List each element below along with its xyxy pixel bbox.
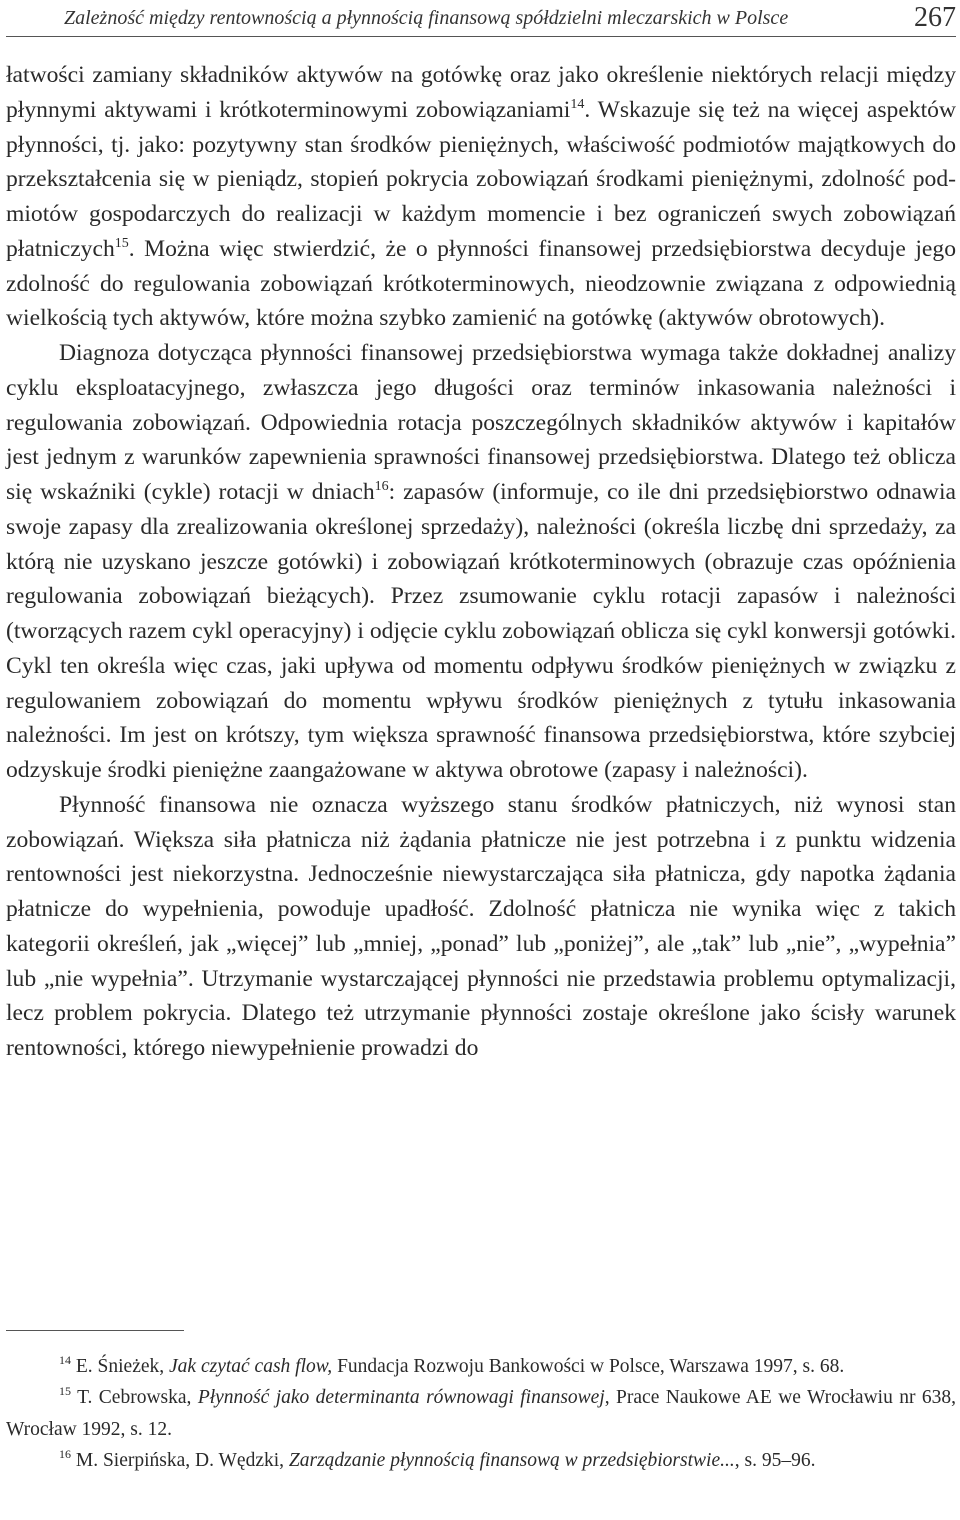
footnote-book-title: Zarządzanie płynnością finansową w przedsiębiorstwie...	[288, 1450, 735, 1472]
footnote-number: 14	[59, 1353, 71, 1367]
paragraph-text: : zapasów (informuje, co ile dni przedsiębiorstwo odnawia swoje zapasy dla zrealizowania określonej sprzedaży), należności (określa liczbę dni sprzedaży, za którą nie uzyskano jeszcze gotówki) i zobowiązań krótkoterminowych (obrazuje czas opóźnienia regulowania zobowiązań bieżących). Przez zsumowanie cyklu rotacji zapasów i należności (tworzących razem cykl operacyjny) i odjęcie cyklu zobowiązań oblicza się cykl konwersji gotówki. Cykl ten określa więc czas, jaki upływa od momentu odpływu środków pieniężnych w związku z regulowaniem zobowiązań do momentu wpływu środków pieniężnych z tytułu inkasowania należności. Im jest on krótszy, tym większa sprawność finansowa przedsiębiorstwa, które szybciej odzyskuje środki pieniężne zaangażowane w aktywa obrotowe (zapasy i należności).	[6, 479, 956, 783]
paragraph-text: Płynność finansowa nie oznacza wyższego stanu środków płatniczych, niż wynosi stan zobowiązań. Większa siła płatnicza niż żądania płatnicze nie jest potrzebna i z punktu widzenia rentowności jest niekorzystna. Jednocześnie niewystarczająca siła płatnicza, gdy napotka żądania płatnicze do wypełnienia, powoduje upadłość. Zdolność płatnicza nie wynika więc z takich kategorii określeń, jak „więcej” lub „mniej, „ponad” lub „poniżej”, ale „tak” lub „nie”, „wypełnia” lub „nie wypełnia”. Utrzymanie wystarczającej płynności nie przedstawia problemu optymalizacji, lecz problem pokrycia. Dlatego też utrzymanie płynności zostaje określone jako ścisły warunek rentowności, którego niewypełnienie prowadzi do	[6, 791, 956, 1061]
footnote-author: M. Sierpińska, D. Wędzki,	[75, 1450, 289, 1472]
paragraph-text: . Wskazuje się też na więcej aspektów płynności, tj. jako: pozytywny stan środków pieniężnych, właściwość podmiotów majątkowych do przekształcenia się w pieniądz, stopień pokrycia zobowiązań środkami pieniężnymi, zdolność podmiotów gospodarczych do realizacji w każdym momencie i bez ograniczeń swych zobowiązań płatniczych	[6, 96, 957, 262]
footnote-author: E. Śnieżek,	[75, 1356, 170, 1377]
body-text	[6, 58, 956, 1066]
paragraph-text: łatwości zamiany składników aktywów na gotówkę oraz jako określenie niektórych relacji między płynnymi aktywami i krótkoterminowymi zobowiązaniami	[6, 62, 956, 123]
page-number: 267	[914, 2, 956, 33]
footnotes	[6, 1351, 956, 1477]
footnote-author: T. Cebrowska,	[77, 1387, 198, 1409]
footnote-separator	[6, 1330, 184, 1331]
running-header	[6, 2, 956, 37]
footnote-publication: , Prace Naukowe AE we Wrocławiu nr 638, Wrocław 1992, s. 12.	[6, 1387, 957, 1440]
footnote-book-title: Płynność jako determinanta równowagi finansowej	[197, 1387, 605, 1409]
paragraph-2	[6, 336, 956, 788]
footnote-book-title: Jak czytać cash flow,	[169, 1356, 333, 1377]
footnote-ref-15[interactable]: 15	[114, 235, 129, 251]
paragraph-text: Diagnoza dotycząca płynności finansowej przedsiębiorstwa wymaga także dokładnej analizy cyklu eksploatacyjnego, zwłaszcza jego długości oraz terminów inkasowania należności i regulowania zobowiązań. Odpowiednia rotacja poszczególnych składników aktywów i kapitałów jest jednym z warunków zapewnienia sprawności finansowej przedsiębiorstwa. Dlatego też oblicza się wskaźniki (cykle) rotacji w dniach	[6, 340, 956, 505]
paragraph-1	[6, 58, 956, 336]
footnote-publication: Fundacja Rozwoju Bankowości w Polsce, Warszawa 1997, s. 68.	[332, 1356, 845, 1377]
footnote-ref-14[interactable]: 14	[570, 96, 585, 112]
footnote-publication: , s. 95–96.	[734, 1450, 816, 1472]
running-title: Zależność między rentownością a płynnością finansową spółdzielni mleczarskich w Polsce	[64, 7, 789, 29]
footnote-number: 15	[59, 1384, 71, 1399]
footnote-14	[6, 1351, 956, 1382]
footnote-ref-16[interactable]: 16	[374, 479, 389, 494]
footnote-16	[6, 1445, 956, 1476]
footnote-15	[6, 1382, 956, 1445]
footnote-number: 16	[59, 1447, 71, 1462]
paragraph-3	[6, 788, 956, 1066]
paragraph-text: . Można więc stwierdzić, że o płynności finansowej przedsiębiorstwa decyduje jego zdolność do regulowania zobowiązań krótkoterminowych, nieodzownie związana z odpowiednią wielkością tych aktywów, które można szybko zamienić na gotówkę (aktywów obrotowych).	[6, 235, 956, 332]
